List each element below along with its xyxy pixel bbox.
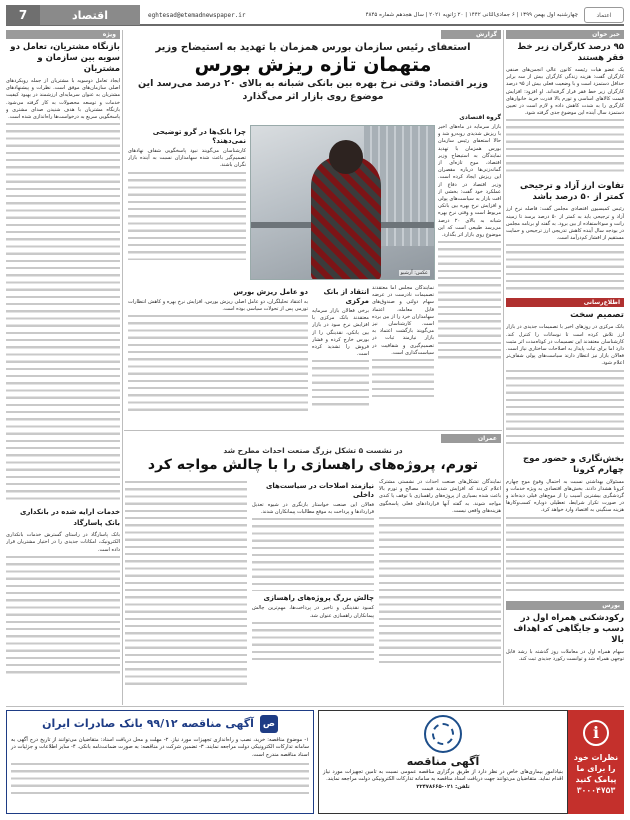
- page-number: 7: [6, 5, 40, 25]
- right-column: [506, 30, 624, 704]
- photo-person: [311, 156, 381, 280]
- info-icon: i: [583, 720, 609, 746]
- article-text: به اعتقاد تحلیلگران، دو عامل اصلی ریزش بورس، افزایش نرخ بهره و کاهش انتظارات تورمی پس از تحولات سیاسی بوده است.: [128, 299, 308, 313]
- sms-line: نظرات خود: [573, 753, 619, 762]
- main-body-col-1: [438, 110, 501, 428]
- section-label: عمران: [441, 434, 501, 443]
- ad-header: [7, 715, 313, 733]
- page-header: [6, 6, 624, 26]
- sms-feedback-box: [568, 710, 624, 814]
- column-rule: [122, 30, 123, 705]
- newspaper-logo: اعتماد: [584, 7, 624, 23]
- brief-body: بانک پاسارگاد در راستای گسترش خدمات بانکداری الکترونیک، امکانات جدیدی را در اختیار مشتریان قرار داده است.: [6, 532, 120, 553]
- brief-body: سهام همراه اول در معاملات روز گذشته با رشد قابل توجهی همراه شد و توانست رکورد جدیدی ثبت کند.: [506, 648, 624, 662]
- text-lines: [312, 358, 369, 408]
- article-subhead: نیازمند اصلاحات در سیاست‌های داخلی: [265, 482, 374, 499]
- section-label: ویژه: [6, 30, 120, 39]
- sms-line: را برای ما: [576, 764, 616, 773]
- brief-body: یک عضو هیات رئیسه کانون عالی انجمن‌های صنفی کارگران گفت: هزینه زندگی کارگران بیش از سه برابر حداقل دستمزد است و با وضعیت فعلی بیش از ۹۵ درصد کارگران زیر خط فقر قرار گرفته‌اند. او افزود: افزایش قیمت کالاهای اساسی و تورم بالا قدرت خرید خانوارهای کارگری را به شدت کاهش داده و لازم است در تعیین دستمزد سال آینده این موضوع جدی گرفته شود.: [506, 67, 624, 117]
- brief-headline: ۹۵ درصد کارگران زیر خط فقر هستند: [517, 42, 624, 63]
- article-text: برخی فعالان بازار سرمایه معتقدند بانک مرکزی با افزایش نرخ سود در بازار بین بانکی، نقدینگی را از بورس خارج کرده و فشار فروش را تشدید کرده است.: [312, 308, 369, 358]
- brief-headline: رکودشکنی همراه اول در دسب و جایگاهی که اهداف بالا: [513, 612, 624, 645]
- text-lines: [6, 121, 120, 501]
- text-lines: [438, 239, 501, 359]
- sms-number: ۳۰۰۰۴۷۵۳: [576, 786, 616, 795]
- ad-contact: تلفن: ۰۲۱-۲۲۴۷۸۶۶۵: [416, 783, 470, 790]
- article-subhead: چرا بانک‌ها در گرو توضیحی نمی‌دهند؟: [152, 128, 246, 145]
- text-lines: [6, 554, 120, 674]
- second-story: [125, 434, 501, 704]
- ads-divider: [6, 706, 624, 707]
- text-lines: [128, 170, 246, 260]
- brief-body: بانک مرکزی در روزهای اخیر با تصمیمات جدیدی در بازار ارز تلاش کرده است تا نوسانات را کنترل کند. کارشناسان معتقدند این تصمیمات در کوتاه‌مدت اثر مثبت دارد اما برای ثبات پایدار به اصلاحات ساختاری نیاز است. فعالان بازار نیز انتظار دارند سیاست‌های پولی شفاف‌تر اعلام شود.: [506, 324, 624, 367]
- text-lines: [506, 368, 624, 448]
- byline: گروه اقتصادی: [459, 114, 501, 121]
- section-email: eghtesad@etemadnewspaper.ir: [148, 11, 246, 19]
- text-lines: [372, 357, 434, 397]
- ad-title: آگهی مناقصه: [406, 755, 480, 768]
- section-label: اطلاع‌رسانی: [506, 298, 624, 307]
- ad-body: بنیادامور بیماری‌های خاص در نظر دارد از طریق برگزاری مناقصه عمومی نسبت به تامین تجهیزات مورد نیاز اقدام نماید. متقاضیان می‌توانند جهت دریافت اسناد مناقصه به سامانه تدارکات الکترونیکی دولت مراجعه نمایند.: [323, 769, 563, 783]
- article-text: کمبود نقدینگی و تاخیر در پرداخت‌ها، مهم‌ترین چالش پیمانکاران راهسازی عنوان شد.: [252, 605, 374, 619]
- text-lines: [128, 313, 308, 413]
- story-kicker: استعفای رئیس سازمان بورس همزمان با تهدید به استیضاح وزیر: [155, 42, 471, 53]
- brief-body: مسئولان بهداشتی نسبت به احتمال وقوع موج چهارم کرونا هشدار دادند. بخش‌های اقتصادی به ویژه خدمات و گردشگری بیشترین آسیب را از موج‌های قبلی دیده‌اند و در صورت تکرار شرایط، تعطیلی دوباره کسب‌وکارها هزینه سنگینی به اقتصاد وارد خواهد کرد.: [506, 478, 624, 514]
- story-photo: [250, 125, 435, 280]
- article-subhead: چالش بزرگ پروژه‌های راهسازی: [263, 594, 374, 603]
- text-lines: [252, 516, 374, 591]
- main-body-col-4: [128, 125, 246, 275]
- text-lines: [125, 479, 247, 689]
- second-story-col: [252, 479, 374, 689]
- text-lines: [252, 620, 374, 660]
- second-story-body: [125, 479, 501, 689]
- article-text: نمایندگان مجلس اما معتقدند تصمیمات نادرست در عرضه سهام دولتی و صندوق‌های قابل معامله، اعتماد سهامداران خرد را از بین برده است. کارشناسان نیز می‌گویند بازگشت اعتماد به بازار نیازمند ثبات در تصمیم‌گیری و شفافیت در سیاست‌گذاری است.: [372, 285, 434, 356]
- ad-body: ۱- موضوع مناقصه: خرید، نصب و راه‌اندازی تجهیزات مورد نیاز. ۲- مهلت و محل دریافت اسناد: متقاضیان می‌توانند از تاریخ درج آگهی به سامانه تدارکات الکترونیکی دولت مراجعه نمایند. ۳- تضمین شرکت در مناقصه: به صورت ضمانت‌نامه بانکی. ۴- سایر اطلاعات و جزئیات در اسناد مناقصه مندرج است.: [11, 737, 309, 758]
- tender-ad-1: [318, 710, 568, 814]
- main-body-col-2: [372, 285, 434, 428]
- story-headline: متهمان تازه ریزش بورس: [194, 54, 432, 76]
- main-body-col-3: [312, 285, 369, 428]
- section-label: گزارش: [441, 30, 501, 39]
- story-subheadline: وزیر اقتصاد: وقتی نرخ بهره بین بانکی شبانه به بالای ۲۰ درصد می‌رسد این موضوع روی بازار اثر می‌گذارد: [137, 78, 489, 102]
- column-rule: [503, 30, 504, 705]
- text-lines: [11, 761, 309, 797]
- text-lines: [506, 515, 624, 595]
- text-lines: [506, 117, 624, 175]
- brief-body: رئیس کمیسیون اقتصادی مجلس گفت: فاصله نرخ ارز آزاد و ترجیحی باید به کمتر از ۵۰ درصد برسد تا زمینه رانت و سوءاستفاده از بین برود. به گفته او برنامه مجلس در بودجه سال آینده کاهش تدریجی ارز ترجیحی و حمایت مستقیم از اقشار کم‌درآمد است.: [506, 206, 624, 242]
- section-title: اقتصاد: [40, 5, 140, 25]
- story-headline: تورم، پروژه‌های راهسازی را با چالش مواجه کرد: [147, 457, 479, 473]
- article-text: فعالان این صنعت خواستار بازنگری در شیوه تعدیل قراردادها و پرداخت به موقع مطالبات پیمانکاران شدند.: [252, 502, 374, 516]
- brief-body: ایجاد تعامل دوسویه با مشتریان از جمله رویکردهای اصلی سازمان‌های موفق است. نظرات و پیشنهادهای مشتریان به عنوان سرمایه‌ای ارزشمند در بهبود کیفیت خدمات و توسعه محصولات به کار گرفته می‌شود. بازنگاه مشتریان با هدف شنیدن صدای مشتری و پاسخگویی سریع به درخواست‌ها راه‌اندازی شده است.: [6, 78, 120, 121]
- ad-title: آگهی مناقصه ۹۹/۱۲ بانک صادرات ایران: [42, 717, 254, 730]
- story-kicker: در نشست ۵ تشکل بزرگ صنعت احداث مطرح شد: [223, 446, 403, 455]
- brief-headline: بازنگاه مشتریان، تعامل دو سویه بین سازمان و مشتریان: [10, 42, 120, 74]
- dateline: چهارشنبه اول بهمن ۱۳۹۹ | ۶ جمادی‌الثانی ۱۴۴۲ | ۲۰ ژانویه ۲۰۲۱ | سال هجدهم شماره ۴۸۴۵: [365, 12, 578, 18]
- tender-ad-2: [6, 710, 314, 814]
- text-lines: [379, 515, 501, 665]
- article-subhead: انتقاد از بانک مرکزی: [323, 288, 369, 305]
- bank-logo-icon: ص: [260, 715, 278, 733]
- text-lines: [506, 242, 624, 292]
- article-text: نمایندگان تشکل‌های صنعت احداث در نشستی مشترک اعلام کردند که افزایش شدید قیمت مصالح و تورم بالا باعث شده بسیاری از پروژه‌های راهسازی با توقف یا کندی مواجه شوند. به گفته آنها قراردادهای فعلی پاسخگوی هزینه‌های واقعی نیست.: [379, 479, 501, 514]
- second-story-col: [379, 479, 501, 689]
- second-story-col: [125, 479, 247, 689]
- photo-person-head: [329, 140, 363, 174]
- brief-headline: خدمات ارایه شده در بانکداری بانک پاسارگاد: [19, 508, 120, 528]
- story-divider: [124, 430, 502, 431]
- left-column: [6, 30, 120, 704]
- section-label: خبر خوان: [506, 30, 624, 39]
- brief-headline: تفاوت ارز آزاد و ترجیحی کمتر از ۵۰ درصد باشد: [519, 181, 624, 203]
- main-body-col-5: [128, 285, 308, 428]
- article-text: کارشناسان می‌گویند نبود پاسخگویی شفاف نهادهای تصمیم‌گیر باعث شده سهامداران نسبت به آینده بازار نگران باشند.: [128, 148, 246, 169]
- section-label: بورس: [506, 601, 624, 610]
- organization-seal-icon: [424, 715, 462, 753]
- sms-line: پیامک کنید: [575, 775, 617, 784]
- brief-headline: تصمیم سخت: [570, 310, 624, 321]
- brief-headline: بخش‌نگاری و حضور موج چهارم کرونا: [523, 453, 624, 475]
- article-text: بازار سرمایه در ماه‌های اخیر با ریزش شدیدی روبه‌رو شد و حالا استعفای رئیس سازمان بورس همزمان با تهدید نمایندگان به استیضاح وزیر اقتصاد، موج تازه‌ای از گمانه‌زنی‌ها درباره مقصران این ریزش ایجاد کرده است. وزیر اقتصاد در دفاع از عملکرد خود گفت: بخشی از افت بازار به سیاست‌های پولی و افزایش نرخ بهره بین بانکی مربوط است و وقتی نرخ بهره شبانه به بالای ۲۰ درصد می‌رسد طبیعی است که این موضوع روی بازار اثر بگذارد.: [438, 124, 501, 239]
- photo-caption: عکس: آرشیو: [400, 270, 428, 276]
- article-subhead: دو عامل ریزش بورس: [233, 288, 308, 296]
